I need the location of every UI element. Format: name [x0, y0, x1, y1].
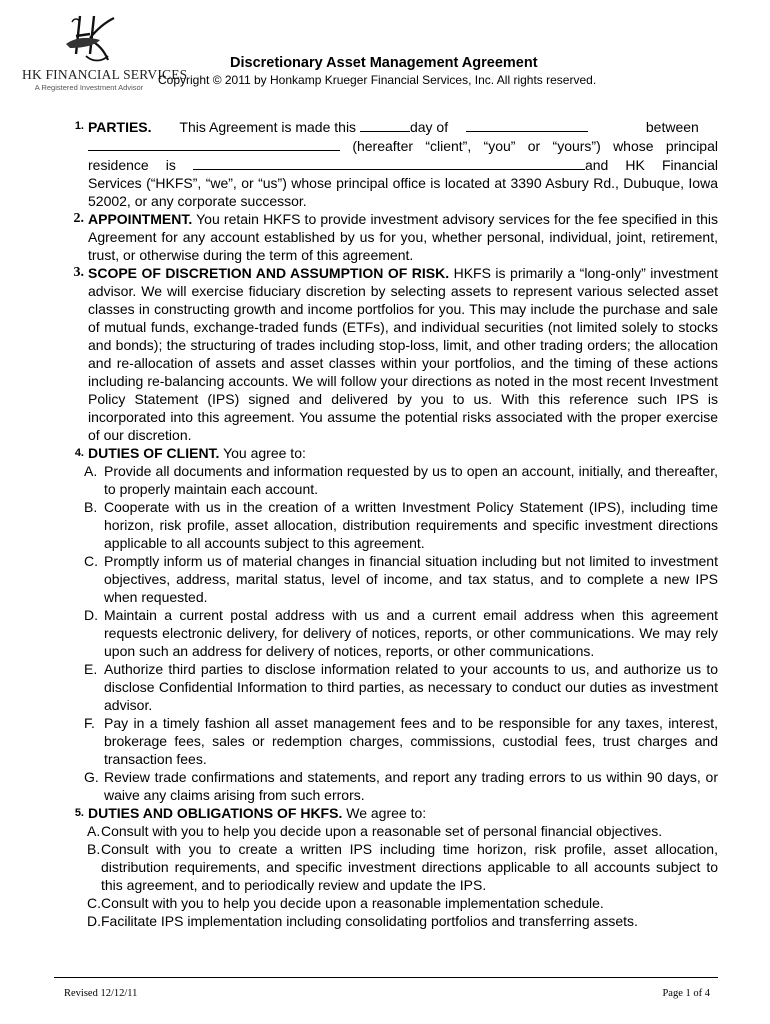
list-item-letter: B. [87, 841, 101, 857]
section-number: 3. [73, 265, 84, 280]
parties-text-4: (hereafter “client”, “you” or “yours”) whose principal residence is [88, 138, 718, 173]
list-item [54, 822, 718, 840]
list-item [54, 768, 718, 804]
footer-divider [54, 977, 718, 978]
list-item [54, 462, 718, 498]
parties-text-5: and HK Financial Services (“HKFS”, “we”, or “us”) whose principal office is located at 3390 Asbury Rd., Dubuque, Iowa 52002, or any corporate successor. [88, 157, 718, 209]
list-item [54, 840, 718, 894]
hk-monogram-icon [60, 14, 118, 66]
company-logo [22, 14, 188, 92]
logo-company-name: HK FINANCIAL SERVICES [22, 67, 188, 82]
list-item-letter: C. [84, 553, 98, 569]
section-appointment [54, 210, 718, 264]
parties-text-1: This Agreement is made this [179, 119, 360, 135]
section-intro: We agree to: [342, 805, 427, 821]
list-item [54, 894, 718, 912]
list-item-letter: D. [87, 913, 101, 929]
section-heading: APPOINTMENT. [88, 211, 193, 227]
client-name-blank-field[interactable] [88, 136, 340, 151]
list-item-text: Authorize third parties to disclose information related to your accounts to us, and authorize us to disclose Confidential Information to third parties, as necessary to conduct our duties as investment advisor. [104, 661, 718, 713]
list-item [54, 912, 718, 930]
list-item-text: Consult with you to create a written IPS including time horizon, risk profile, asset allocation, distribution requirements, and specific investment directions applicable to all accounts subject to this agreement, and to periodically review and update the IPS. [101, 841, 718, 893]
parties-text-3: between [641, 119, 699, 135]
list-item-letter: F. [84, 715, 95, 731]
section-heading: SCOPE OF DISCRETION AND ASSUMPTION OF RISK. [88, 265, 450, 281]
list-item-text: Review trade confirmations and statements, and report any trading errors to us within 90 days, or waive any claims arising from such errors. [104, 769, 718, 803]
list-item-letter: B. [84, 499, 98, 515]
list-item [54, 714, 718, 768]
list-item-text: Consult with you to help you decide upon a reasonable set of personal financial objectives. [101, 823, 663, 839]
residence-blank-field[interactable] [193, 155, 585, 170]
list-item-letter: D. [84, 607, 98, 623]
agreement-body [54, 117, 718, 930]
section-heading: PARTIES. [88, 119, 152, 135]
section-number: 1. [74, 120, 84, 132]
list-item-letter: G. [84, 769, 99, 785]
revision-date: Revised 12/12/11 [64, 988, 138, 999]
list-item-letter: C. [87, 895, 101, 911]
list-item [54, 552, 718, 606]
day-blank-field[interactable] [360, 117, 410, 132]
section-duties-of-hkfs [54, 804, 718, 822]
month-blank-field[interactable] [466, 117, 588, 132]
section-intro: You agree to: [219, 445, 306, 461]
list-item-text: Consult with you to help you decide upon a reasonable implementation schedule. [101, 895, 604, 911]
section-duties-of-client [54, 444, 718, 462]
copyright-notice: Copyright © 2011 by Honkamp Krueger Financial Services, Inc. All rights reserved. [158, 73, 597, 87]
section-heading: DUTIES AND OBLIGATIONS OF HKFS. [88, 805, 343, 821]
section-scope-of-discretion [54, 264, 718, 444]
list-item-text: Promptly inform us of material changes in financial situation including but not limited to investment objectives, address, marital status, level of income, and tax status, and to complete a new IPS when requested. [104, 553, 718, 605]
logo-tagline: A Registered Investment Advisor [34, 83, 144, 92]
document-title: Discretionary Asset Management Agreement [230, 55, 538, 71]
list-item-text: Provide all documents and information requested by us to open an account, initially, and thereafter, to properly maintain each account. [104, 463, 718, 497]
section-text: You retain HKFS to provide investment advisory services for the fee specified in this Agreement for any account established by us for you, whether personal, individual, joint, retirement, trust, or otherwise during the term of this agreement. [88, 211, 718, 263]
list-item-letter: A. [84, 463, 98, 479]
page-number: Page 1 of 4 [662, 988, 710, 999]
parties-text-2: day of [409, 119, 452, 135]
section-number: 4. [74, 447, 84, 459]
list-item-letter: A. [87, 823, 101, 839]
list-item-text: Maintain a current postal address with us and a current email address when this agreement requests electronic delivery, for delivery of notices, reports, or other communications. We may rely upon such an address for delivery of notices, reports, or other communications. [104, 607, 718, 659]
list-item [54, 660, 718, 714]
section-parties [54, 117, 718, 210]
list-item [54, 606, 718, 660]
section-number: 5. [74, 807, 84, 819]
section-text: HKFS is primarily a “long-only” investment advisor. We will exercise fiduciary discretion by selecting assets to represent various selected asset classes in constructing growth and income portfolios for you. This may include the purchase and sale of mutual funds, exchange-traded funds (ETFs), and individual securities (not limited solely to stocks and bonds); the structuring of trades including stop-loss, limit, and other trading orders; the allocation and re-allocation of assets and asset classes within your portfolios, and the timing of these actions including re-balancing accounts. We will follow your directions as noted in the most recent Investment Policy Statement (IPS) signed and delivered by you to us. With this reference such IPS is incorporated into this agreement. You assume the potential risks associated with the proper exercise of our discretion. [88, 265, 718, 443]
list-item-text: Cooperate with us in the creation of a written Investment Policy Statement (IPS), including time horizon, risk profile, asset allocation, distribution requirements and specific investment directions applicable to all accounts subject to this agreement. [104, 499, 718, 551]
section-heading: DUTIES OF CLIENT. [88, 445, 220, 461]
list-item [54, 498, 718, 552]
list-item-text: Facilitate IPS implementation including consolidating portfolios and transferring assets. [101, 913, 638, 929]
section-number: 2. [73, 211, 84, 226]
list-item-letter: E. [84, 661, 98, 677]
list-item-text: Pay in a timely fashion all asset management fees and to be responsible for any taxes, interest, brokerage fees, sales or redemption charges, commissions, custodial fees, trust charges and transaction fees. [104, 715, 718, 767]
